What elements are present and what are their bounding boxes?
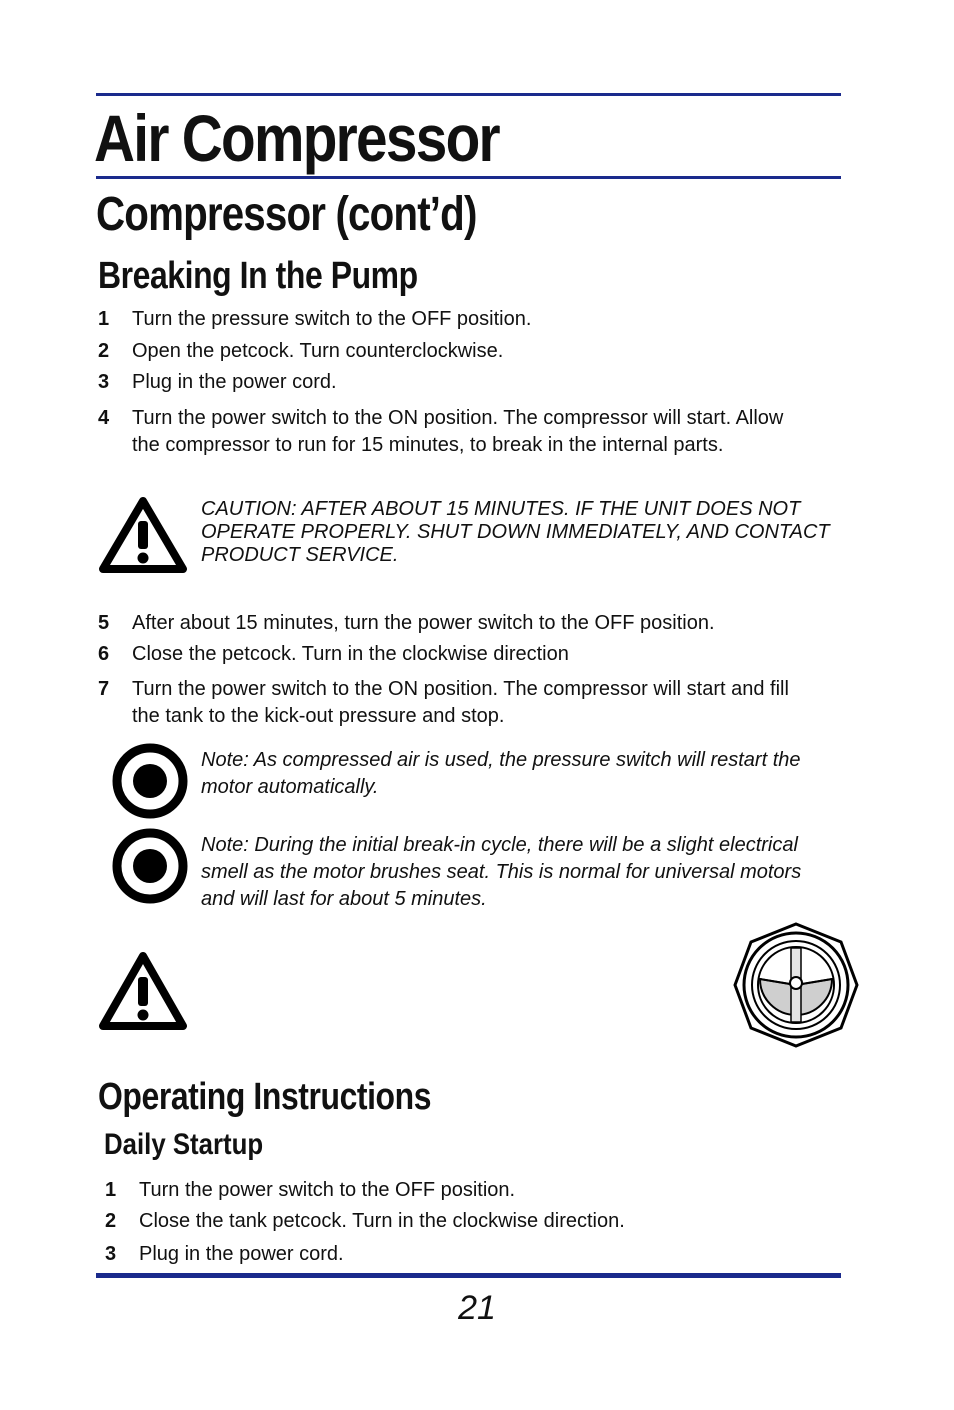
step-text: Close the tank petcock. Turn in the clockwise direction. <box>139 1210 625 1232</box>
note-text: Note: During the initial break-in cycle, there will be a slight electrical smell as the motor brushes seat. This is normal for universal motors and will last for about 5 minutes. <box>201 834 802 910</box>
step-number: 4 <box>98 407 110 429</box>
chapter-title: Air Compressor <box>94 101 499 175</box>
step-number: 2 <box>98 340 110 362</box>
step-number: 3 <box>98 371 110 393</box>
step-text: Plug in the power cord. <box>139 1243 344 1265</box>
note-text: Note: As compressed air is used, the pressure switch will restart the motor automatically. <box>201 749 801 798</box>
title-underline <box>96 176 841 179</box>
step-text: Plug in the power cord. <box>132 371 337 393</box>
step-text: Close the petcock. Turn in the clockwise direction <box>132 643 569 665</box>
step-text: Turn the power switch to the ON position. The compressor will start and fill the tank to the kick-out pressure and stop. <box>132 678 789 727</box>
daily-startup-heading: Daily Startup <box>104 1128 264 1161</box>
section-title: Compressor (cont’d) <box>96 188 477 241</box>
step-number: 5 <box>98 612 110 634</box>
bottom-rule <box>96 1273 841 1278</box>
warning-triangle-icon <box>98 495 188 575</box>
step-text: Open the petcock. Turn counterclockwise. <box>132 340 504 362</box>
step-number: 1 <box>105 1179 117 1201</box>
top-rule <box>96 93 841 96</box>
step-text: Turn the pressure switch to the OFF position. <box>132 308 532 330</box>
operating-heading: Operating Instructions <box>98 1076 432 1118</box>
page-number: 21 <box>458 1289 496 1327</box>
step-number: 7 <box>98 678 110 700</box>
step-text: Turn the power switch to the OFF position. <box>139 1179 516 1201</box>
step-text: Turn the power switch to the ON position. The compressor will start. Allow the compressor to run for 15 minutes, to break in the internal parts. <box>132 407 784 456</box>
step-text: After about 15 minutes, turn the power switch to the OFF position. <box>132 612 715 634</box>
note-bullseye-icon <box>110 826 190 906</box>
warning-triangle-icon <box>98 950 188 1032</box>
step-number: 6 <box>98 643 110 665</box>
step-number: 2 <box>105 1210 117 1232</box>
breaking-in-heading: Breaking In the Pump <box>98 255 418 297</box>
step-number: 3 <box>105 1243 117 1265</box>
note-bullseye-icon <box>110 741 190 821</box>
step-number: 1 <box>98 308 110 330</box>
petcock-valve-icon <box>732 921 860 1049</box>
caution-text: CAUTION: AFTER ABOUT 15 MINUTES. IF THE UNIT DOES NOT OPERATE PROPERLY. SHUT DOWN IMMEDIATELY, AND CONTACT PRODUCT SERVICE. <box>201 498 830 566</box>
